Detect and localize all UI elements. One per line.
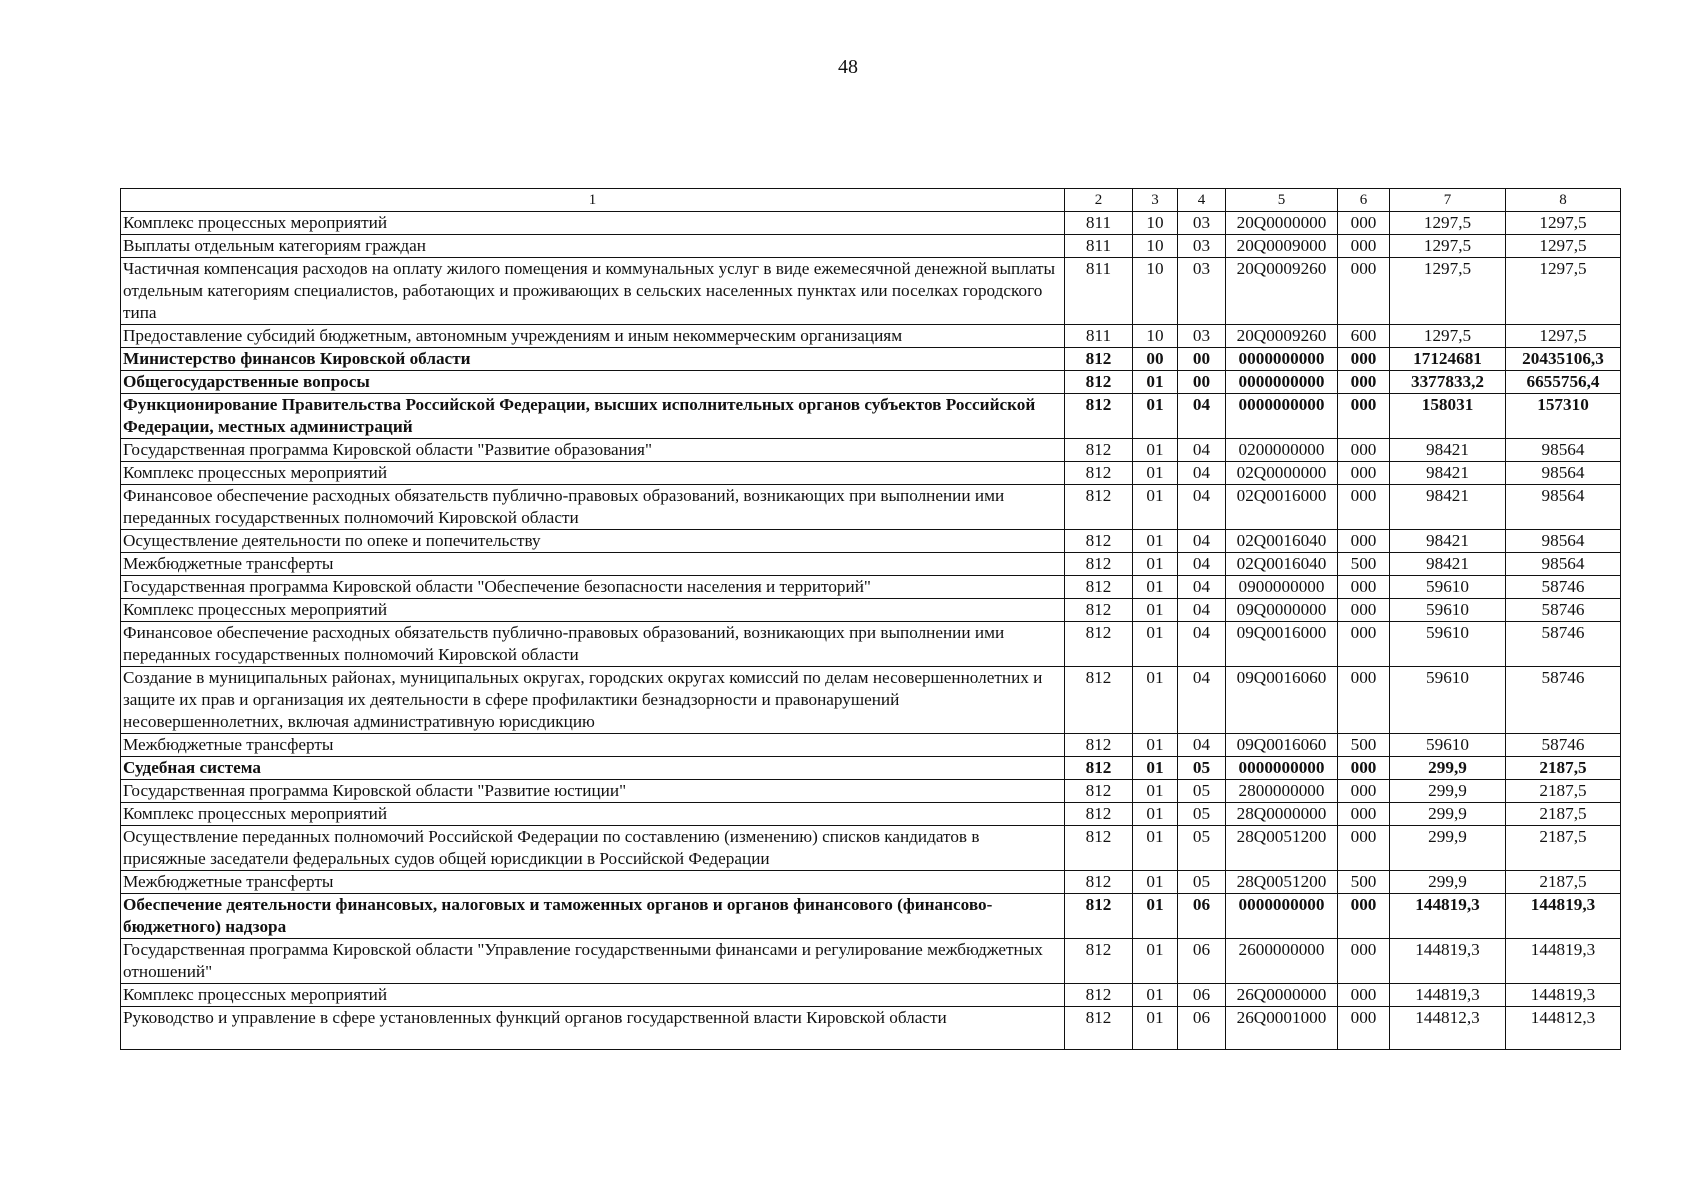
code-ministry: 812 (1065, 984, 1133, 1007)
table-row (121, 348, 1621, 371)
row-name: Комплекс процессных мероприятий (121, 599, 1065, 622)
table-row (121, 826, 1621, 871)
code-target-article: 20Q0000000 (1226, 212, 1338, 235)
table-row (121, 212, 1621, 235)
amount-year-2: 1297,5 (1506, 325, 1621, 348)
amount-year-1: 59610 (1390, 667, 1506, 734)
table-row (121, 1007, 1621, 1050)
row-name: Государственная программа Кировской области "Развитие юстиции" (121, 780, 1065, 803)
code-target-article: 02Q0016040 (1226, 530, 1338, 553)
amount-year-1: 299,9 (1390, 826, 1506, 871)
code-ministry: 812 (1065, 576, 1133, 599)
amount-year-2: 98564 (1506, 485, 1621, 530)
code-section: 01 (1133, 780, 1178, 803)
row-name: Осуществление переданных полномочий Российской Федерации по составлению (изменению) списков кандидатов в присяжные заседатели федеральных судов общей юрисдикции в Российской Федерации (121, 826, 1065, 871)
code-expense-type: 000 (1338, 667, 1390, 734)
row-name: Межбюджетные трансферты (121, 871, 1065, 894)
code-target-article: 09Q0016000 (1226, 622, 1338, 667)
code-ministry: 812 (1065, 780, 1133, 803)
code-expense-type: 000 (1338, 894, 1390, 939)
code-target-article: 28Q0000000 (1226, 803, 1338, 826)
code-expense-type: 000 (1338, 803, 1390, 826)
row-name: Межбюджетные трансферты (121, 734, 1065, 757)
amount-year-1: 299,9 (1390, 871, 1506, 894)
code-subsection: 04 (1178, 576, 1226, 599)
code-section: 01 (1133, 462, 1178, 485)
code-ministry: 812 (1065, 348, 1133, 371)
code-target-article: 0000000000 (1226, 394, 1338, 439)
code-ministry: 812 (1065, 803, 1133, 826)
table-row (121, 325, 1621, 348)
code-section: 01 (1133, 871, 1178, 894)
row-name: Судебная система (121, 757, 1065, 780)
code-subsection: 03 (1178, 212, 1226, 235)
code-ministry: 812 (1065, 622, 1133, 667)
amount-year-2: 98564 (1506, 439, 1621, 462)
row-name: Частичная компенсация расходов на оплату жилого помещения и коммунальных услуг в виде ежемесячной денежной выплаты отдельным категориям специалистов, работающих и проживающих в сельских населенных пунктах или поселках городского типа (121, 258, 1065, 325)
row-name: Общегосударственные вопросы (121, 371, 1065, 394)
code-target-article: 09Q0016060 (1226, 667, 1338, 734)
code-section: 01 (1133, 1007, 1178, 1050)
row-name: Комплекс процессных мероприятий (121, 462, 1065, 485)
code-ministry: 812 (1065, 826, 1133, 871)
code-expense-type: 000 (1338, 348, 1390, 371)
code-target-article: 2600000000 (1226, 939, 1338, 984)
code-subsection: 06 (1178, 1007, 1226, 1050)
table-row (121, 576, 1621, 599)
code-subsection: 04 (1178, 394, 1226, 439)
code-target-article: 26Q0000000 (1226, 984, 1338, 1007)
code-section: 01 (1133, 826, 1178, 871)
column-header: 5 (1226, 189, 1338, 212)
code-subsection: 05 (1178, 826, 1226, 871)
code-section: 01 (1133, 439, 1178, 462)
code-expense-type: 000 (1338, 235, 1390, 258)
code-subsection: 00 (1178, 371, 1226, 394)
amount-year-1: 144819,3 (1390, 894, 1506, 939)
amount-year-1: 59610 (1390, 622, 1506, 667)
code-section: 01 (1133, 599, 1178, 622)
amount-year-1: 98421 (1390, 462, 1506, 485)
row-name: Государственная программа Кировской области "Обеспечение безопасности населения и территорий" (121, 576, 1065, 599)
code-target-article: 28Q0051200 (1226, 871, 1338, 894)
code-expense-type: 000 (1338, 371, 1390, 394)
table-row (121, 667, 1621, 734)
amount-year-2: 58746 (1506, 576, 1621, 599)
code-expense-type: 000 (1338, 258, 1390, 325)
amount-year-1: 299,9 (1390, 803, 1506, 826)
code-subsection: 03 (1178, 258, 1226, 325)
amount-year-2: 157310 (1506, 394, 1621, 439)
code-subsection: 05 (1178, 803, 1226, 826)
amount-year-1: 1297,5 (1390, 212, 1506, 235)
amount-year-1: 98421 (1390, 530, 1506, 553)
code-ministry: 812 (1065, 485, 1133, 530)
amount-year-1: 144819,3 (1390, 984, 1506, 1007)
amount-year-1: 59610 (1390, 576, 1506, 599)
code-section: 00 (1133, 348, 1178, 371)
code-expense-type: 000 (1338, 757, 1390, 780)
code-expense-type: 000 (1338, 394, 1390, 439)
amount-year-2: 1297,5 (1506, 212, 1621, 235)
row-name: Комплекс процессных мероприятий (121, 803, 1065, 826)
code-target-article: 20Q0009260 (1226, 258, 1338, 325)
table-row (121, 530, 1621, 553)
code-expense-type: 000 (1338, 485, 1390, 530)
amount-year-1: 98421 (1390, 439, 1506, 462)
code-ministry: 812 (1065, 1007, 1133, 1050)
code-expense-type: 500 (1338, 871, 1390, 894)
code-section: 01 (1133, 371, 1178, 394)
code-expense-type: 000 (1338, 826, 1390, 871)
code-ministry: 811 (1065, 235, 1133, 258)
table-row (121, 439, 1621, 462)
amount-year-2: 98564 (1506, 462, 1621, 485)
code-section: 01 (1133, 576, 1178, 599)
code-subsection: 03 (1178, 325, 1226, 348)
code-target-article: 02Q0000000 (1226, 462, 1338, 485)
amount-year-1: 98421 (1390, 553, 1506, 576)
code-ministry: 812 (1065, 599, 1133, 622)
amount-year-2: 144819,3 (1506, 984, 1621, 1007)
code-section: 10 (1133, 235, 1178, 258)
code-section: 10 (1133, 212, 1178, 235)
table-row (121, 734, 1621, 757)
header-row (121, 189, 1621, 212)
code-subsection: 04 (1178, 622, 1226, 667)
code-section: 01 (1133, 939, 1178, 984)
amount-year-2: 2187,5 (1506, 780, 1621, 803)
code-ministry: 812 (1065, 757, 1133, 780)
amount-year-2: 58746 (1506, 599, 1621, 622)
amount-year-2: 2187,5 (1506, 757, 1621, 780)
code-ministry: 811 (1065, 325, 1133, 348)
row-name: Функционирование Правительства Российской Федерации, высших исполнительных органов субъектов Российской Федерации, местных администраций (121, 394, 1065, 439)
code-section: 01 (1133, 894, 1178, 939)
table-row (121, 462, 1621, 485)
code-ministry: 812 (1065, 871, 1133, 894)
amount-year-2: 144819,3 (1506, 939, 1621, 984)
code-ministry: 812 (1065, 667, 1133, 734)
code-ministry: 812 (1065, 439, 1133, 462)
code-section: 01 (1133, 622, 1178, 667)
code-ministry: 811 (1065, 212, 1133, 235)
amount-year-2: 6655756,4 (1506, 371, 1621, 394)
code-target-article: 26Q0001000 (1226, 1007, 1338, 1050)
code-section: 01 (1133, 485, 1178, 530)
code-target-article: 0200000000 (1226, 439, 1338, 462)
code-expense-type: 000 (1338, 439, 1390, 462)
code-section: 01 (1133, 553, 1178, 576)
row-name: Руководство и управление в сфере установленных функций органов государственной власти Кировской области (121, 1007, 1065, 1050)
code-expense-type: 500 (1338, 553, 1390, 576)
code-subsection: 04 (1178, 462, 1226, 485)
code-target-article: 0000000000 (1226, 757, 1338, 780)
amount-year-1: 17124681 (1390, 348, 1506, 371)
code-section: 10 (1133, 325, 1178, 348)
code-target-article: 0000000000 (1226, 894, 1338, 939)
row-name: Комплекс процессных мероприятий (121, 212, 1065, 235)
amount-year-2: 20435106,3 (1506, 348, 1621, 371)
code-ministry: 812 (1065, 734, 1133, 757)
table-row (121, 371, 1621, 394)
amount-year-1: 158031 (1390, 394, 1506, 439)
code-section: 01 (1133, 667, 1178, 734)
row-name: Межбюджетные трансферты (121, 553, 1065, 576)
row-name: Выплаты отдельным категориям граждан (121, 235, 1065, 258)
amount-year-1: 98421 (1390, 485, 1506, 530)
code-expense-type: 000 (1338, 1007, 1390, 1050)
code-subsection: 05 (1178, 871, 1226, 894)
code-ministry: 812 (1065, 462, 1133, 485)
row-name: Государственная программа Кировской области "Развитие образования" (121, 439, 1065, 462)
amount-year-1: 299,9 (1390, 757, 1506, 780)
code-expense-type: 000 (1338, 780, 1390, 803)
code-subsection: 06 (1178, 939, 1226, 984)
amount-year-1: 1297,5 (1390, 325, 1506, 348)
code-target-article: 20Q0009000 (1226, 235, 1338, 258)
row-name: Комплекс процессных мероприятий (121, 984, 1065, 1007)
code-ministry: 812 (1065, 371, 1133, 394)
amount-year-2: 144819,3 (1506, 894, 1621, 939)
column-header: 8 (1506, 189, 1621, 212)
code-target-article: 20Q0009260 (1226, 325, 1338, 348)
column-header: 7 (1390, 189, 1506, 212)
code-subsection: 04 (1178, 485, 1226, 530)
code-subsection: 03 (1178, 235, 1226, 258)
table-row (121, 871, 1621, 894)
column-header: 2 (1065, 189, 1133, 212)
amount-year-1: 144812,3 (1390, 1007, 1506, 1050)
table-row (121, 622, 1621, 667)
code-section: 01 (1133, 757, 1178, 780)
amount-year-1: 299,9 (1390, 780, 1506, 803)
amount-year-1: 1297,5 (1390, 258, 1506, 325)
code-ministry: 812 (1065, 894, 1133, 939)
code-target-article: 28Q0051200 (1226, 826, 1338, 871)
code-target-article: 0000000000 (1226, 371, 1338, 394)
table-row (121, 599, 1621, 622)
code-subsection: 06 (1178, 984, 1226, 1007)
code-target-article: 2800000000 (1226, 780, 1338, 803)
code-target-article: 0900000000 (1226, 576, 1338, 599)
page-number: 48 (838, 56, 858, 78)
amount-year-2: 144812,3 (1506, 1007, 1621, 1050)
row-name: Обеспечение деятельности финансовых, налоговых и таможенных органов и органов финансового (финансово-бюджетного) надзора (121, 894, 1065, 939)
code-target-article: 02Q0016040 (1226, 553, 1338, 576)
code-section: 01 (1133, 984, 1178, 1007)
table-row (121, 984, 1621, 1007)
code-ministry: 812 (1065, 394, 1133, 439)
amount-year-1: 144819,3 (1390, 939, 1506, 984)
code-subsection: 04 (1178, 667, 1226, 734)
table-row (121, 485, 1621, 530)
code-ministry: 811 (1065, 258, 1133, 325)
amount-year-1: 59610 (1390, 599, 1506, 622)
code-target-article: 09Q0016060 (1226, 734, 1338, 757)
row-name: Осуществление деятельности по опеке и попечительству (121, 530, 1065, 553)
code-subsection: 04 (1178, 530, 1226, 553)
code-subsection: 04 (1178, 599, 1226, 622)
budget-table (120, 188, 1621, 1050)
code-section: 01 (1133, 394, 1178, 439)
amount-year-2: 58746 (1506, 734, 1621, 757)
code-expense-type: 000 (1338, 622, 1390, 667)
code-expense-type: 000 (1338, 462, 1390, 485)
code-section: 01 (1133, 734, 1178, 757)
table-row (121, 803, 1621, 826)
table-row (121, 394, 1621, 439)
code-section: 01 (1133, 530, 1178, 553)
row-name: Финансовое обеспечение расходных обязательств публично-правовых образований, возникающих при выполнении ими переданных государственных полномочий Кировской области (121, 485, 1065, 530)
code-subsection: 05 (1178, 757, 1226, 780)
row-name: Предоставление субсидий бюджетным, автономным учреждениям и иным некоммерческим организациям (121, 325, 1065, 348)
amount-year-2: 2187,5 (1506, 803, 1621, 826)
code-expense-type: 000 (1338, 984, 1390, 1007)
amount-year-2: 2187,5 (1506, 871, 1621, 894)
amount-year-1: 59610 (1390, 734, 1506, 757)
table-row (121, 757, 1621, 780)
code-expense-type: 600 (1338, 325, 1390, 348)
table-row (121, 894, 1621, 939)
amount-year-2: 58746 (1506, 667, 1621, 734)
table-body (121, 212, 1621, 1050)
column-header: 1 (121, 189, 1065, 212)
code-expense-type: 000 (1338, 530, 1390, 553)
table-row (121, 780, 1621, 803)
code-subsection: 04 (1178, 734, 1226, 757)
code-subsection: 04 (1178, 553, 1226, 576)
code-target-article: 09Q0000000 (1226, 599, 1338, 622)
amount-year-2: 98564 (1506, 553, 1621, 576)
row-name: Министерство финансов Кировской области (121, 348, 1065, 371)
amount-year-1: 3377833,2 (1390, 371, 1506, 394)
column-header: 3 (1133, 189, 1178, 212)
code-ministry: 812 (1065, 530, 1133, 553)
code-expense-type: 000 (1338, 939, 1390, 984)
code-subsection: 04 (1178, 439, 1226, 462)
amount-year-2: 98564 (1506, 530, 1621, 553)
table-row (121, 235, 1621, 258)
code-target-article: 02Q0016000 (1226, 485, 1338, 530)
table-row (121, 553, 1621, 576)
code-target-article: 0000000000 (1226, 348, 1338, 371)
amount-year-2: 1297,5 (1506, 235, 1621, 258)
code-subsection: 00 (1178, 348, 1226, 371)
row-name: Финансовое обеспечение расходных обязательств публично-правовых образований, возникающих при выполнении ими переданных государственных полномочий Кировской области (121, 622, 1065, 667)
row-name: Создание в муниципальных районах, муниципальных округах, городских округах комиссий по делам несовершеннолетних и защите их прав и организация их деятельности в сфере профилактики безнадзорности и правонарушений несовершеннолетних, включая административную юрисдикцию (121, 667, 1065, 734)
row-name: Государственная программа Кировской области "Управление государственными финансами и регулирование межбюджетных отношений" (121, 939, 1065, 984)
code-section: 01 (1133, 803, 1178, 826)
code-expense-type: 500 (1338, 734, 1390, 757)
code-subsection: 05 (1178, 780, 1226, 803)
amount-year-2: 2187,5 (1506, 826, 1621, 871)
amount-year-1: 1297,5 (1390, 235, 1506, 258)
column-header: 6 (1338, 189, 1390, 212)
table-row (121, 258, 1621, 325)
code-ministry: 812 (1065, 939, 1133, 984)
code-ministry: 812 (1065, 553, 1133, 576)
code-section: 10 (1133, 258, 1178, 325)
amount-year-2: 58746 (1506, 622, 1621, 667)
code-expense-type: 000 (1338, 599, 1390, 622)
code-subsection: 06 (1178, 894, 1226, 939)
table-row (121, 939, 1621, 984)
code-expense-type: 000 (1338, 212, 1390, 235)
amount-year-2: 1297,5 (1506, 258, 1621, 325)
code-expense-type: 000 (1338, 576, 1390, 599)
column-header: 4 (1178, 189, 1226, 212)
